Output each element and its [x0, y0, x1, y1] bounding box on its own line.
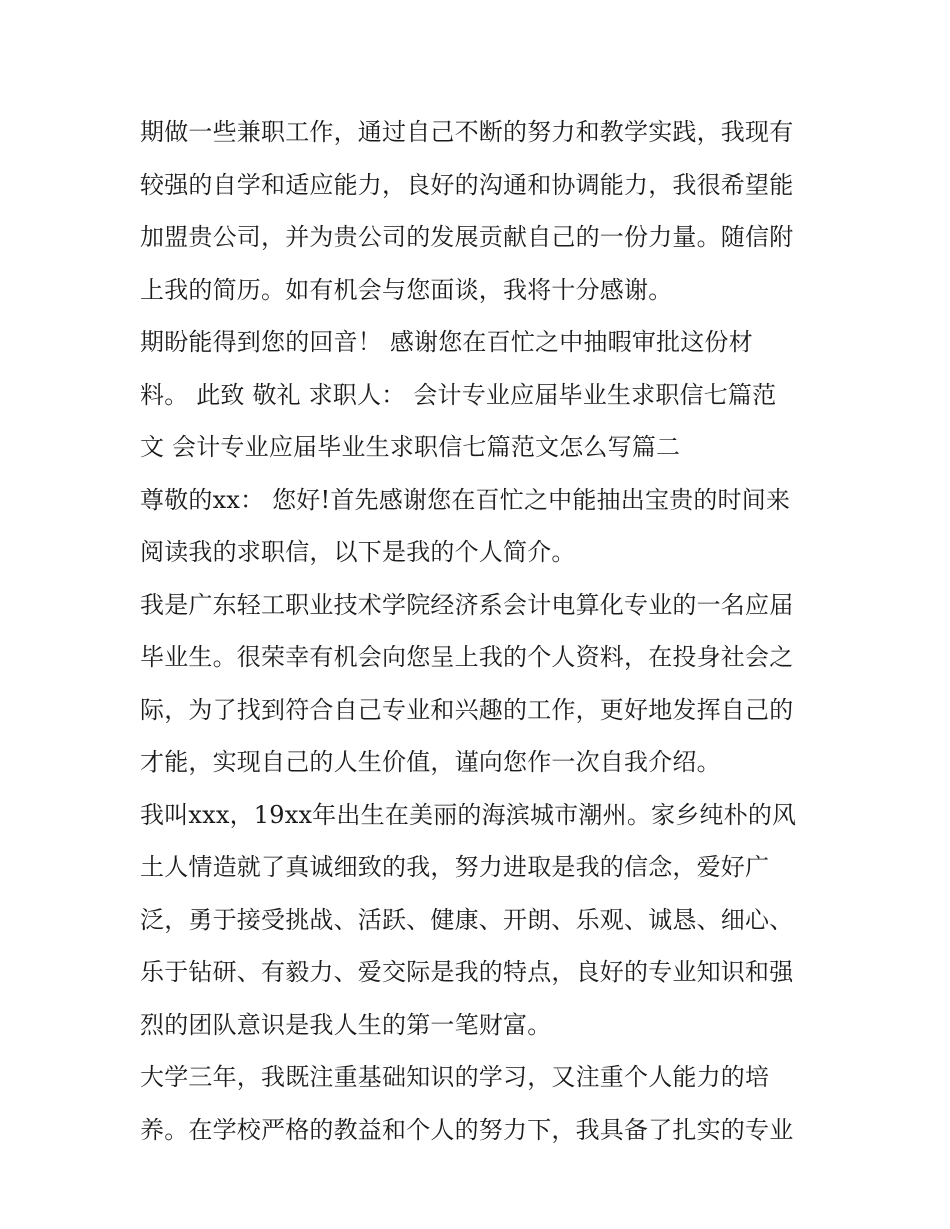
text-line: 加盟贵公司，并为贵公司的发展贡献自己的一份力量。随信附: [140, 223, 794, 251]
text-line: 期盼能得到您的回音！ 感谢您在百忙之中抽暇审批这份材: [140, 328, 753, 356]
text-line: 期做一些兼职工作，通过自己不断的努力和教学实践，我现有: [140, 118, 794, 146]
text-line: 土人情造就了真诚细致的我，努力进取是我的信念，爱好广: [140, 853, 770, 881]
text-line: 上我的简历。如有机会与您面谈，我将十分感谢。: [140, 275, 673, 304]
text-line: 才能，实现自己的人生价值，谨向您作一次自我介绍。: [140, 748, 721, 776]
text-line: 我叫xxx，19xx年出生在美丽的海滨城市潮州。家乡纯朴的风: [140, 800, 797, 829]
text-line: 我是广东轻工职业技术学院经济系会计电算化专业的一名应届: [140, 590, 794, 619]
text-line: 料。 此致 敬礼 求职人： 会计专业应届毕业生求职信七篇范: [140, 380, 777, 409]
text-line: 大学三年，我既注重基础知识的学习，又注重个人能力的培: [140, 1063, 770, 1091]
text-line: 文 会计专业应届毕业生求职信七篇范文怎么写篇二: [140, 433, 681, 461]
text-line: 泛，勇于接受挑战、活跃、健康、开朗、乐观、诚恳、细心、: [140, 905, 794, 934]
text-line: 乐于钻研、有毅力、爱交际是我的特点，良好的专业知识和强: [140, 958, 794, 986]
text-line: 较强的自学和适应能力，良好的沟通和协调能力，我很希望能: [140, 170, 794, 199]
text-line: 毕业生。很荣幸有机会向您呈上我的个人资料，在投身社会之: [140, 643, 794, 671]
text-line: 烈的团队意识是我人生的第一笔财富。: [140, 1010, 552, 1039]
body-text: [140, 106, 830, 1156]
text-line: 养。在学校严格的教益和个人的努力下，我具备了扎实的专业: [140, 1115, 794, 1144]
text-line: 尊敬的xx： 您好!首先感谢您在百忙之中能抽出宝贵的时间来: [140, 485, 791, 514]
text-line: 阅读我的求职信，以下是我的个人简介。: [140, 538, 576, 566]
text-line: 际，为了找到符合自己专业和兴趣的工作，更好地发挥自己的: [140, 695, 794, 724]
